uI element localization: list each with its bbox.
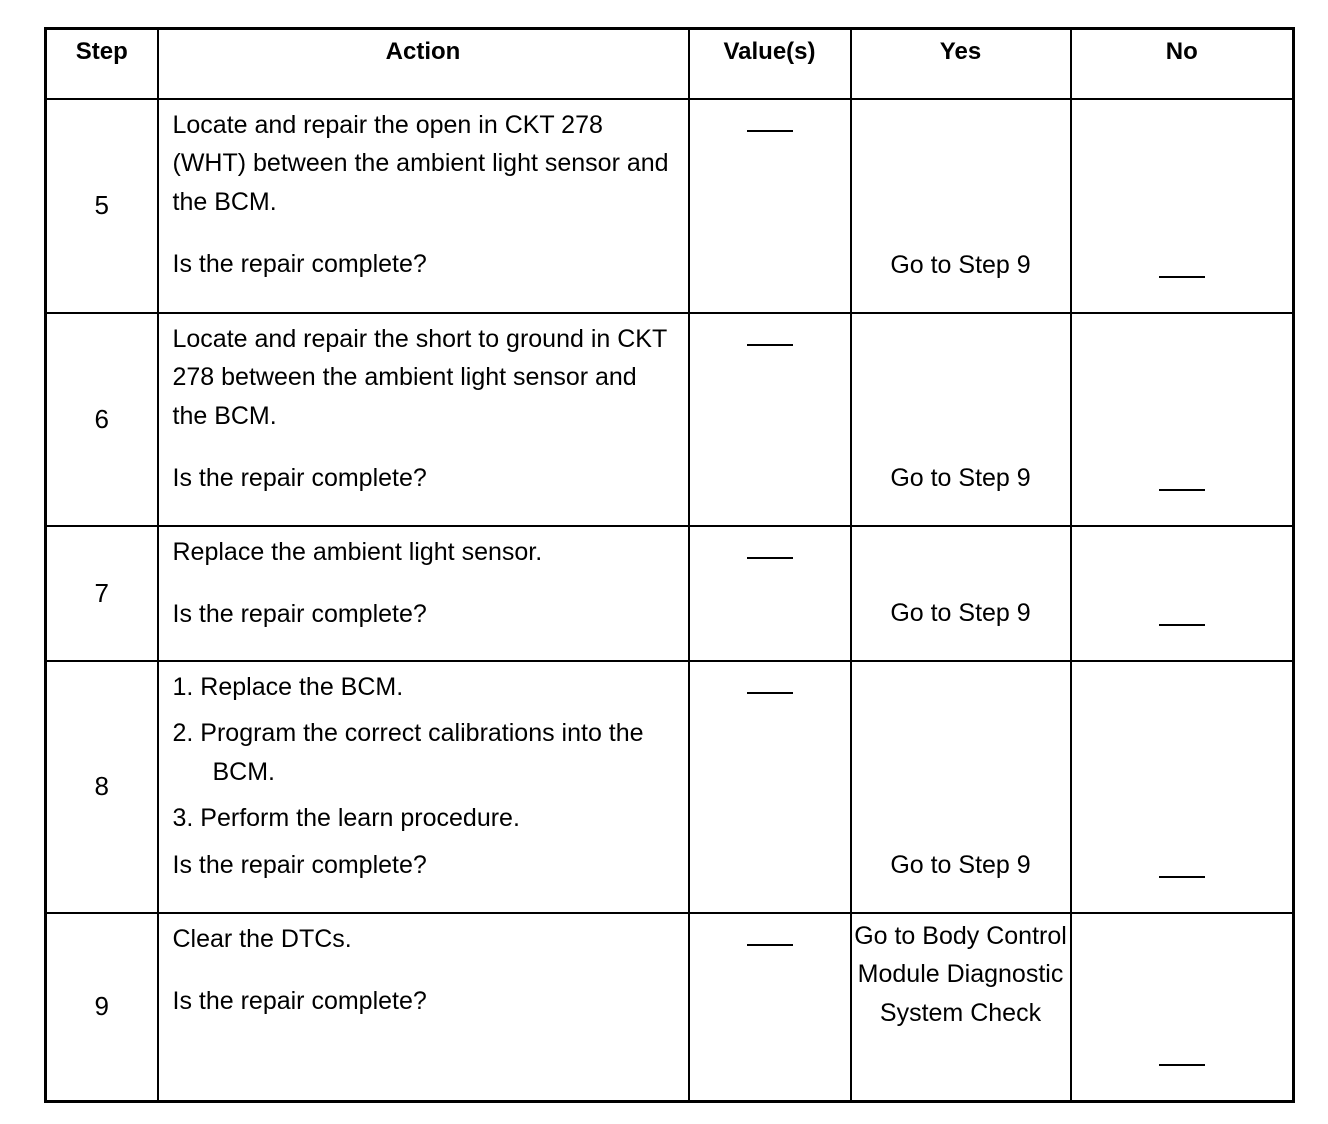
no-cell	[1071, 661, 1294, 913]
action-text: Clear the DTCs.	[172, 924, 352, 953]
table-header-row	[46, 29, 1294, 99]
action-question: Is the repair complete?	[172, 987, 427, 1015]
action-question: Is the repair complete?	[172, 850, 427, 879]
step-number: 9	[46, 913, 158, 1102]
no-blank	[1159, 876, 1205, 878]
value-blank	[747, 692, 793, 694]
header-action: Action	[158, 29, 689, 99]
no-cell	[1071, 99, 1294, 313]
value-blank	[747, 944, 793, 946]
yes-text: Go to Step 9	[890, 250, 1031, 279]
value-cell	[689, 313, 851, 526]
action-list-item: 2. Program the correct calibrations into the BCM.	[172, 719, 644, 786]
table-row	[46, 99, 1294, 313]
no-blank	[1159, 1064, 1205, 1066]
no-blank	[1159, 624, 1205, 626]
action-list-item: 1. Replace the BCM.	[172, 672, 404, 701]
no-cell	[1071, 313, 1294, 526]
action-cell	[158, 913, 689, 1102]
yes-cell	[851, 99, 1071, 313]
action-text: Locate and repair the open in CKT 278 (WHT) between the ambient light sensor and the BCM.	[172, 110, 669, 216]
diagnostic-table	[44, 27, 1295, 1103]
action-question: Is the repair complete?	[172, 464, 427, 492]
action-list	[173, 668, 678, 838]
step-number: 6	[46, 313, 158, 526]
header-yes: Yes	[851, 29, 1071, 99]
value-cell	[689, 661, 851, 913]
yes-text: Go to Step 9	[890, 463, 1031, 492]
no-cell	[1071, 526, 1294, 661]
action-cell	[158, 526, 689, 661]
step-number: 8	[46, 661, 158, 913]
value-cell	[689, 99, 851, 313]
table-row	[46, 661, 1294, 913]
header-no: No	[1071, 29, 1294, 99]
no-blank	[1159, 489, 1205, 491]
value-cell	[689, 526, 851, 661]
action-cell	[158, 661, 689, 913]
yes-text: Go to Step 9	[890, 598, 1031, 627]
action-text: Locate and repair the short to ground in CKT 278 between the ambient light sensor and the BCM.	[172, 324, 667, 430]
yes-cell	[851, 313, 1071, 526]
value-blank	[747, 557, 793, 559]
yes-cell	[851, 526, 1071, 661]
action-text: Replace the ambient light sensor.	[172, 537, 543, 566]
no-cell	[1071, 913, 1294, 1102]
no-blank	[1159, 276, 1205, 278]
table-row	[46, 913, 1294, 1102]
value-blank	[747, 344, 793, 346]
value-blank	[747, 130, 793, 132]
action-list-item: 3. Perform the learn procedure.	[172, 804, 520, 832]
action-cell	[158, 99, 689, 313]
yes-text: Go to Body Control Module Diagnostic System Check	[854, 921, 1067, 1027]
yes-cell	[851, 913, 1071, 1102]
yes-text: Go to Step 9	[890, 850, 1031, 879]
value-cell	[689, 913, 851, 1102]
action-question: Is the repair complete?	[172, 250, 427, 278]
step-number: 5	[46, 99, 158, 313]
action-cell	[158, 313, 689, 526]
table-row	[46, 526, 1294, 661]
yes-cell	[851, 661, 1071, 913]
action-question: Is the repair complete?	[172, 600, 427, 628]
header-step: Step	[46, 29, 158, 99]
step-number: 7	[46, 526, 158, 661]
table-row	[46, 313, 1294, 526]
header-values: Value(s)	[689, 29, 851, 99]
